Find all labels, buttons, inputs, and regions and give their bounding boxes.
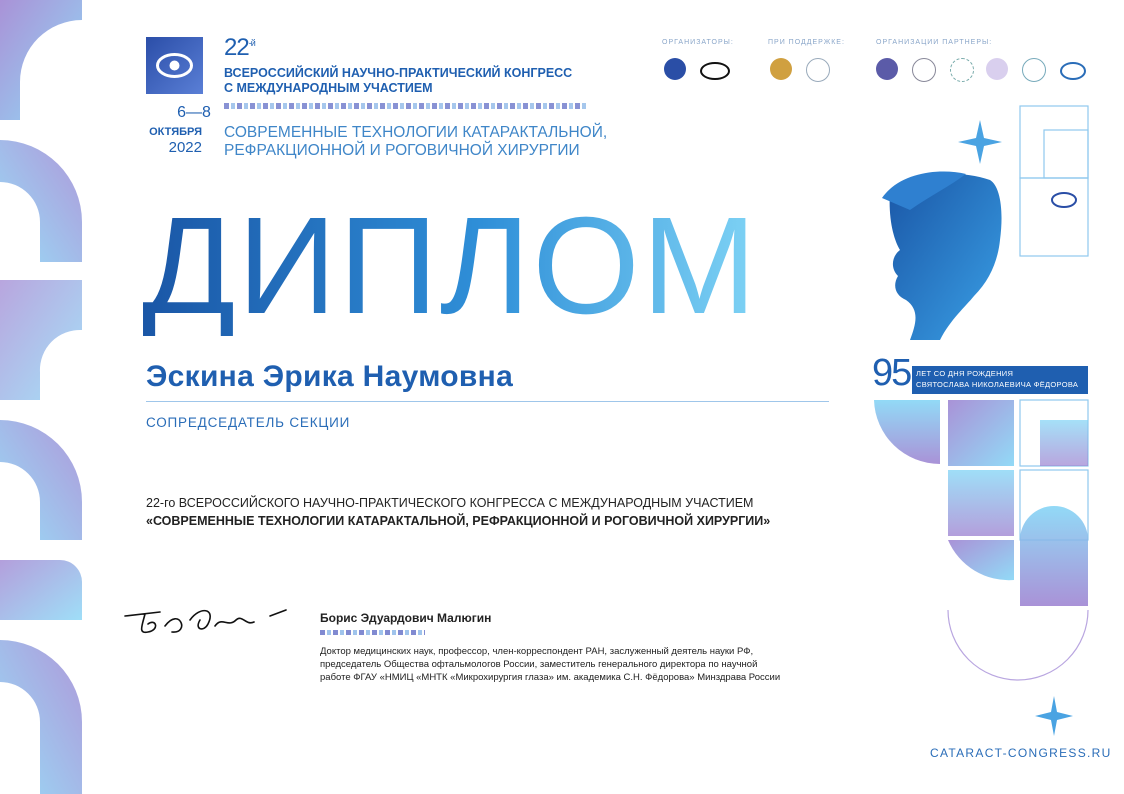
partner-logo-2-icon [912,58,936,82]
partner-logo-3-icon [950,58,974,82]
ministry-seal-icon [806,58,830,82]
coat-of-arms-icon [770,58,792,80]
congress-topic: СОВРЕМЕННЫЕ ТЕХНОЛОГИИ КАТАРАКТАЛЬНОЙ, РЕФРАКЦИОННОЙ И РОГОВИЧНОЙ ХИРУРГИИ [224,124,608,159]
divider [146,401,829,402]
partner-logo-1-icon [876,58,898,80]
anniversary-line2: СВЯТОСЛАВА НИКОЛАЕВИЧА ФЁДОРОВА [916,380,1079,389]
handwritten-signature [120,596,310,646]
congress-title: ВСЕРОССИЙСКИЙ НАУЧНО-ПРАКТИЧЕСКИЙ КОНГРЕСС С МЕЖДУНАРОДНЫМ УЧАСТИЕМ [224,66,573,95]
signature-stripe [320,630,425,635]
event-topic: «СОВРЕМЕННЫЕ ТЕХНОЛОГИИ КАТАРАКТАЛЬНОЙ, РЕФРАКЦИОННОЙ И РОГОВИЧНОЙ ХИРУРГИИ» [146,514,771,528]
date-year: 2022 [168,139,202,156]
partners-label: ОРГАНИЗАЦИИ ПАРТНЕРЫ: [876,39,993,46]
right-decorative-panel [870,100,1124,760]
event-name: 22-го ВСЕРОССИЙСКОГО НАУЧНО-ПРАКТИЧЕСКОГО КОНГРЕССА С МЕЖДУНАРОДНЫМ УЧАСТИЕМ [146,496,754,510]
eye-logo-icon [146,37,203,94]
congress-number: $22^{-й}$ [224,34,255,61]
signatory-description: Доктор медицинских наук, профессор, член-корреспондент РАН, заслуженный деятель науки РФ, председатель Общества офтальмологов России, заместитель генерального директора по научной работе ФГАУ «НМИЦ «МНТК «Микрохирургия глаза» им. академика С.Н. Фёдорова» Минздрава России [320,646,781,683]
decorative-stripe [224,103,586,109]
left-decorative-strip [0,0,82,794]
website-link[interactable]: CATARACT-CONGRESS.RU [930,746,1112,760]
partner-logo-4-icon [986,58,1008,80]
organizers-label: ОРГАНИЗАТОРЫ: [662,39,734,46]
anniversary-line1: ЛЕТ СО ДНЯ РОЖДЕНИЯ [916,369,1014,378]
signatory-name: Борис Эдуардович Малюгин [320,611,492,625]
date-range: 6—8 [177,104,211,121]
eye-icon [700,62,730,80]
support-label: ПРИ ПОДДЕРЖКЕ: [768,39,845,46]
partner-logo-6-icon [1060,62,1086,80]
date-month: ОКТЯБРЯ [149,126,202,138]
anniversary-number: 95 [872,352,911,394]
congress-logo [146,37,203,94]
diploma-title: ДИПЛОМ [142,189,759,343]
recipient-role: СОПРЕДСЕДАТЕЛЬ СЕКЦИИ [146,415,351,430]
recipient-name: Эскина Эрика Наумовна [146,360,514,393]
partner-logo-5-icon [1022,58,1046,82]
organizer-logo-icon [664,58,686,80]
